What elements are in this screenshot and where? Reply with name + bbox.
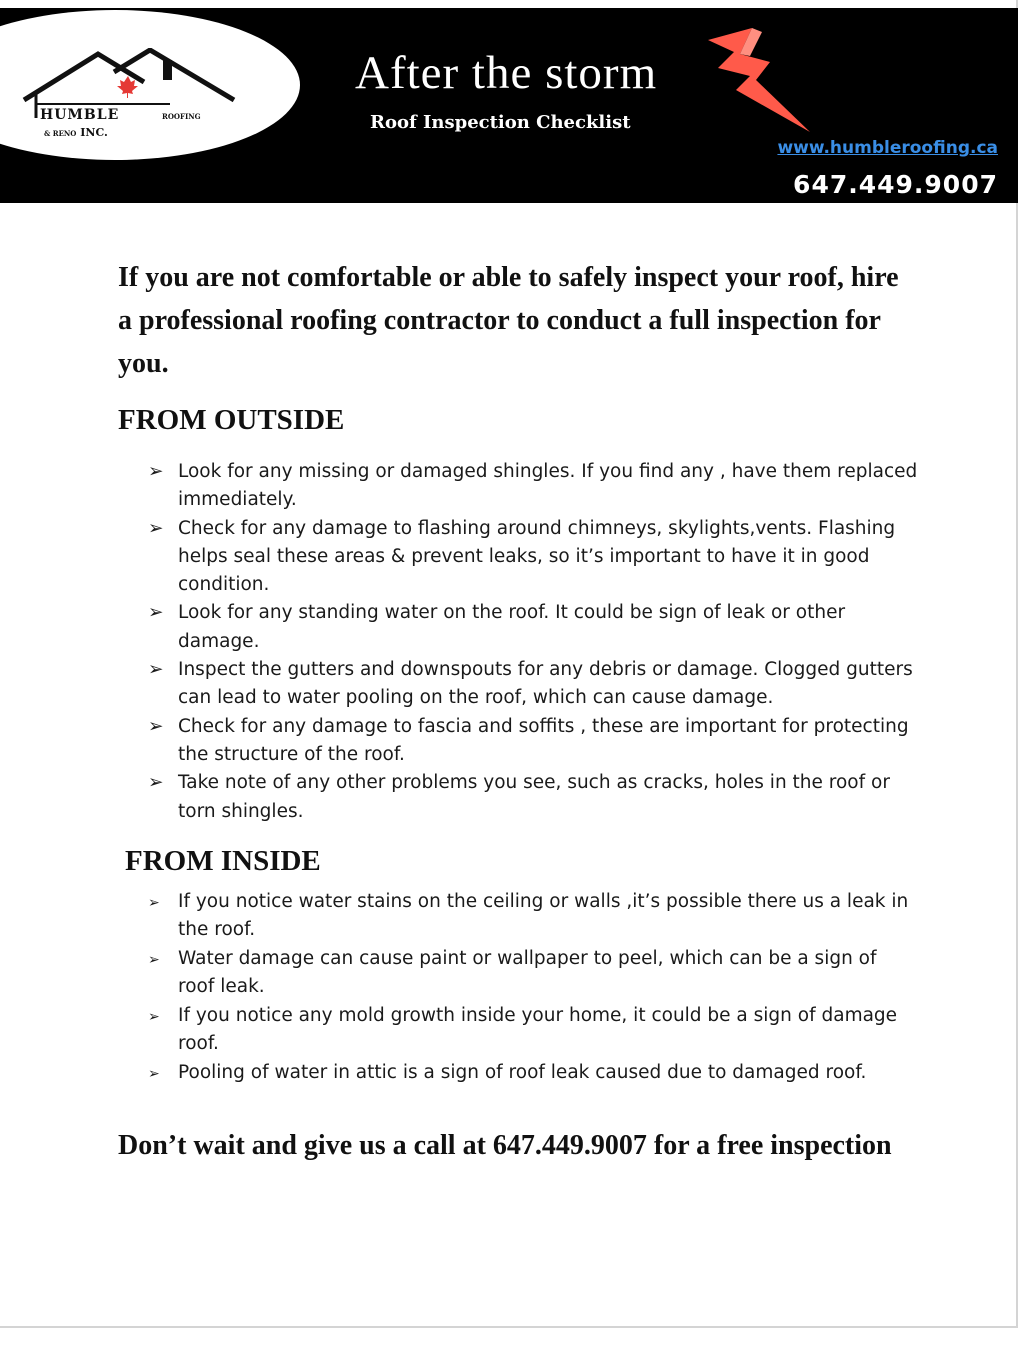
bullet-arrow-icon: ➢: [148, 602, 164, 624]
list-item-text: Pooling of water in attic is a sign of roof leak caused due to damaged roof.: [178, 1062, 867, 1083]
bullet-arrow-icon: ➢: [148, 659, 164, 681]
header-banner: [0, 8, 1018, 203]
bullet-arrow-icon: ➢: [148, 461, 164, 482]
bullet-arrow-icon: ➢: [148, 895, 160, 911]
list-item: [148, 515, 918, 600]
list-item-text: Water damage can cause paint or wallpaper to peel, which can be a sign of roof leak.: [178, 948, 877, 997]
list-item: [148, 656, 918, 713]
list-item: [148, 888, 918, 944]
bullet-arrow-icon: ➢: [148, 715, 164, 737]
heading-from-outside: FROM OUTSIDE: [118, 404, 345, 436]
list-item: [148, 769, 918, 826]
logo-name: HUMBLE: [40, 107, 120, 123]
logo-roofing: ROOFING: [162, 112, 201, 121]
lightning-bolt-icon: [700, 28, 815, 138]
website-link[interactable]: www.humbleroofing.ca: [777, 138, 998, 158]
list-item: [148, 1002, 918, 1058]
inside-checklist: [148, 888, 918, 1088]
list-item-text: Check for any damage to flashing around chimneys, skylights,vents. Flashing helps seal these areas & prevent leaks, so it’s important to have it in good condition.: [178, 517, 896, 596]
logo-inc: INC.: [80, 126, 108, 139]
closing-call-to-action: Don’t wait and give us a call at 647.449.9007 for a free inspection: [118, 1130, 892, 1161]
intro-text: If you are not comfortable or able to safely inspect your roof, hire a professional roofing contractor to conduct a full inspection for you.: [118, 262, 899, 379]
list-item-text: Look for any standing water on the roof. It could be sign of leak or other damage.: [178, 602, 846, 652]
header-phone: 647.449.9007: [793, 170, 998, 199]
bullet-arrow-icon: ➢: [148, 772, 164, 794]
list-item-text: If you notice any mold growth inside your home, it could be a sign of damage roof.: [178, 1005, 898, 1054]
bullet-arrow-icon: ➢: [148, 1009, 160, 1025]
logo-reno-inc: [44, 126, 108, 139]
list-item-text: If you notice water stains on the ceiling or walls ,it’s possible there us a leak in the roof.: [178, 891, 909, 940]
list-item-text: Inspect the gutters and downspouts for any debris or damage. Clogged gutters can lead to water pooling on the roof, which can cause damage.: [178, 659, 913, 709]
logo-reno-prefix: & RENO: [44, 129, 77, 138]
list-item-text: Take note of any other problems you see, such as cracks, holes in the roof or torn shingles.: [178, 772, 890, 822]
bullet-arrow-icon: ➢: [148, 952, 160, 968]
heading-from-inside: FROM INSIDE: [125, 845, 321, 877]
outside-checklist: [148, 458, 918, 826]
bullet-arrow-icon: ➢: [148, 1066, 160, 1082]
list-item: [148, 458, 918, 515]
list-item: [148, 945, 918, 1001]
list-item: [148, 713, 918, 770]
bullet-arrow-icon: ➢: [148, 517, 164, 539]
list-item-text: Look for any missing or damaged shingles. If you find any , have them replaced immediately.: [178, 461, 918, 511]
list-item: [148, 599, 918, 656]
list-item-text: Check for any damage to fascia and soffits , these are important for protecting the structure of the roof.: [178, 715, 909, 765]
list-item: [148, 1059, 918, 1087]
header-subtitle: Roof Inspection Checklist: [370, 112, 631, 133]
header-title: After the storm: [355, 47, 658, 99]
